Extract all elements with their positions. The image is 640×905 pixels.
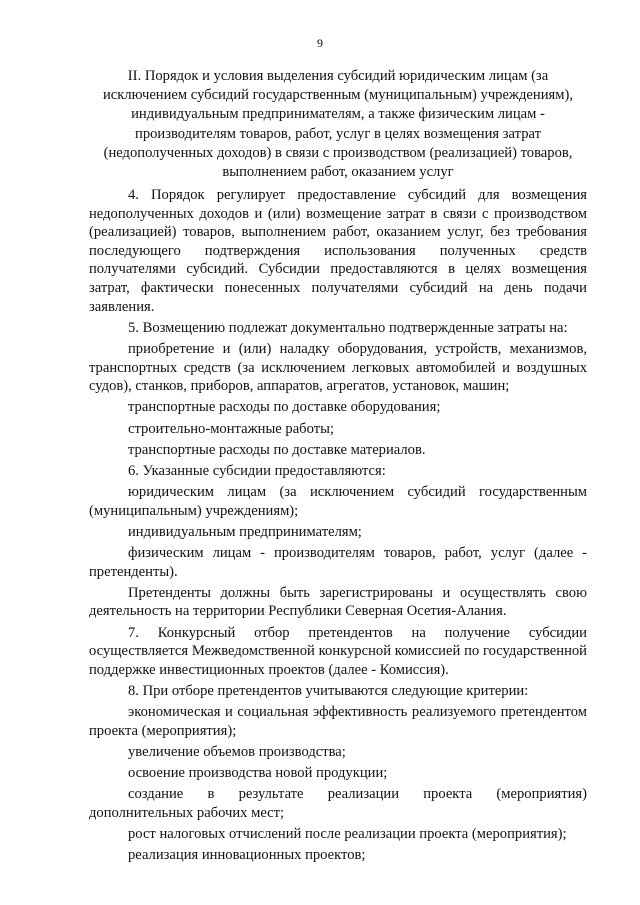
page-number: 9 bbox=[317, 36, 323, 50]
list-item: создание в результате реализации проекта (мероприятия) дополнительных рабочих мест; bbox=[89, 786, 587, 821]
document-body bbox=[89, 186, 587, 867]
list-item: увеличение объемов производства; bbox=[128, 743, 346, 760]
paragraph-6: 6. Указанные субсидии предоставляются: bbox=[128, 462, 386, 479]
paragraph-8: 8. При отборе претендентов учитываются следующие критерии: bbox=[128, 682, 529, 699]
list-item: приобретение и (или) наладку оборудования, устройств, механизмов, транспортных средств (за исключением легковых автомобилей и воздушных судов), станков, приборов, аппаратов, агрегатов, установок, машин; bbox=[89, 340, 587, 395]
list-item: освоение производства новой продукции; bbox=[128, 765, 388, 782]
heading-line: производителям товаров, работ, услуг в целях возмещения затрат bbox=[135, 125, 541, 142]
heading-line: исключением субсидий государственным (муниципальным) учреждениям), bbox=[102, 87, 573, 104]
paragraph-7: 7. Конкурсный отбор претендентов на получение субсидии осуществляется Межведомственной конкурсной комиссией по государственной поддержке инвестиционных проектов (далее - Комиссия). bbox=[89, 624, 587, 678]
paragraph-5: 5. Возмещению подлежат документально подтвержденные затраты на: bbox=[128, 319, 568, 336]
list-item: индивидуальным предпринимателям; bbox=[128, 523, 362, 540]
paragraph-registration: Претенденты должны быть зарегистрированы и осуществлять свою деятельность на территории Республики Северная Осетия-Алания. bbox=[89, 584, 587, 620]
list-item: транспортные расходы по доставке материалов. bbox=[128, 441, 426, 458]
section-heading bbox=[88, 67, 588, 182]
list-item: юридическим лицам (за исключением субсидий государственным (муниципальным) учреждениям); bbox=[89, 484, 587, 519]
heading-line: II. Порядок и условия выделения субсидий юридическим лицам (за bbox=[127, 68, 549, 84]
list-item: реализация инновационных проектов; bbox=[128, 847, 366, 864]
heading-line: выполнением работ, оказанием услуг bbox=[222, 164, 454, 181]
list-item: физическим лицам - производителям товаров, работ, услуг (далее - претенденты). bbox=[89, 545, 587, 580]
list-item: транспортные расходы по доставке оборудования; bbox=[128, 399, 441, 416]
list-item: рост налоговых отчислений после реализации проекта (мероприятия); bbox=[128, 826, 567, 843]
heading-line: индивидуальным предпринимателям, а также физическим лицам - bbox=[131, 106, 545, 123]
list-item: экономическая и социальная эффективность реализуемого претендентом проекта (мероприятия); bbox=[89, 704, 587, 739]
heading-line: (недополученных доходов) в связи с производством (реализацией) товаров, bbox=[103, 144, 573, 161]
list-item: строительно-монтажные работы; bbox=[128, 420, 334, 437]
paragraph-4: 4. Порядок регулирует предоставление субсидий для возмещения недополученных доходов и (или) возмещение затрат в связи с производством (реализацией) товаров, выполнением работ, оказанием услуг, без требования последующего подтверждения использования полученных средств получателями субсидий. Субсидии предоставляются в целях возмещения затрат, фактически понесенных получателями субсидий на день подачи заявления. bbox=[89, 187, 587, 315]
